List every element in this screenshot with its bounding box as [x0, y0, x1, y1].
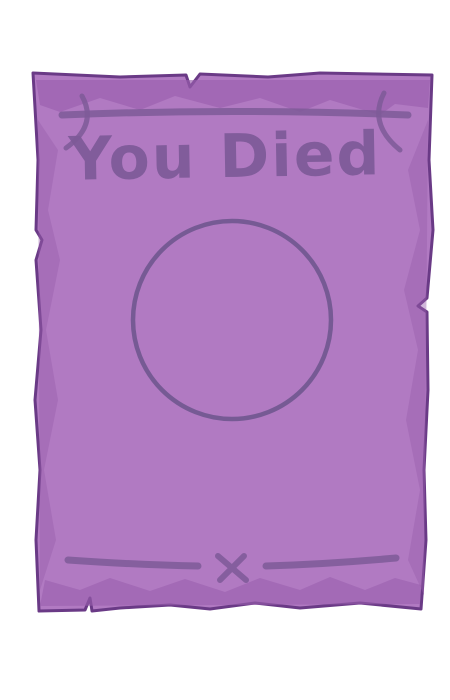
top-divider-line: [62, 112, 408, 116]
death-title: You Died: [68, 119, 382, 195]
